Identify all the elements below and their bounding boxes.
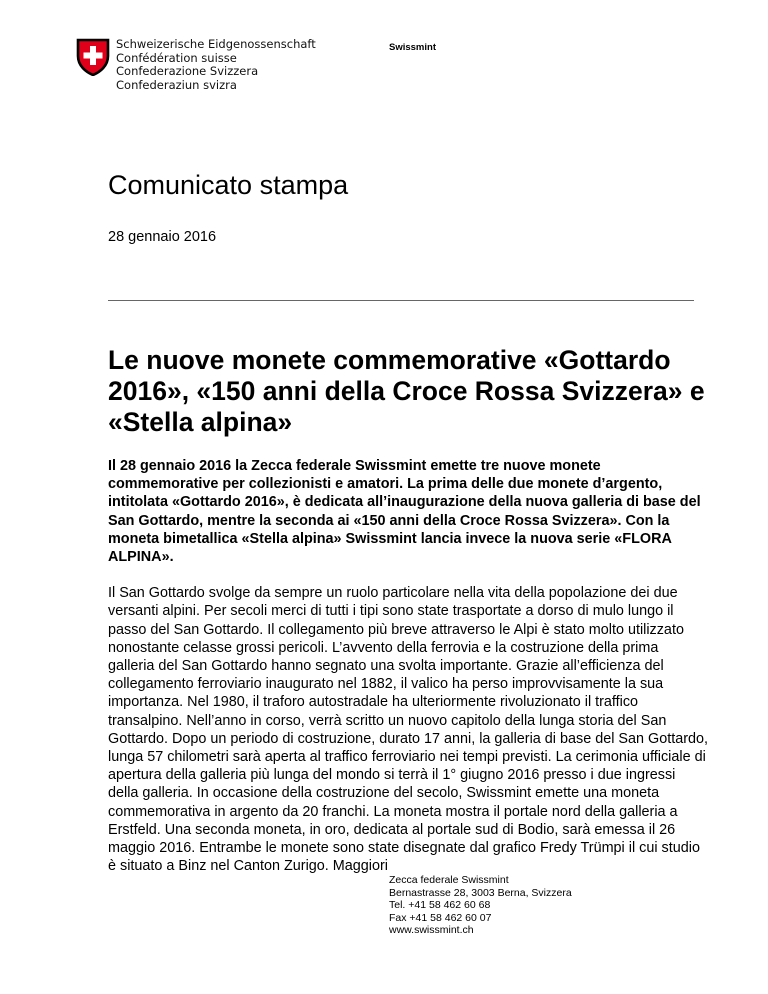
gov-line-de: Schweizerische Eidgenossenschaft: [116, 37, 316, 51]
gov-line-rm: Confederaziun svizra: [116, 77, 237, 92]
swiss-cross-shield-icon: [76, 38, 110, 76]
footer-tel: Tel. +41 58 462 60 68: [389, 899, 491, 912]
document-date: 28 gennaio 2016: [108, 229, 217, 245]
contact-footer: [389, 874, 572, 937]
gov-line-fr: Confédération suisse: [116, 50, 237, 65]
confederation-names: [116, 38, 316, 92]
lead-paragraph: Il 28 gennaio 2016 la Zecca federale Swissmint emette tre nuove monete commemorative per collezionisti e amatori. La prima delle due monete d’argento, intitolata «Gottardo 2016», è dedicata all’inaugurazione della nuova galleria di base del San Gottardo, mentre la seconda ai «150 anni della Croce Rossa Svizzera». Con la moneta bimetallica «Stella alpina» Swissmint lancia invece la nuova serie «FLORA ALPINA».: [108, 458, 701, 566]
press-release-body: [108, 457, 708, 875]
issuing-unit: Swissmint: [389, 42, 436, 53]
footer-address: Bernastrasse 28, 3003 Berna, Svizzera: [389, 886, 572, 899]
footer-org: Zecca federale Swissmint: [389, 874, 509, 886]
footer-fax: Fax +41 58 462 60 07: [389, 911, 492, 924]
gov-line-it: Confederazione Svizzera: [116, 64, 259, 79]
divider: [108, 300, 694, 301]
body-paragraph: Il San Gottardo svolge da sempre un ruolo particolare nella vita della popolazione dei due versanti alpini. Per secoli merci di tutti i tipi sono state trasportate a dorso di mulo lungo il passo del San Gottardo. Il collegamento più breve attraverso le Alpi è stato molto utilizzato nonostante celasse grossi pericoli. L’avvento della ferrovia e la costruzione della prima galleria del San Gottardo hanno segnato una svolta importante. Grazie all’efficienza del collegamento ferroviario inaugurato nel 1882, il valico ha perso improvvisamente la sua importanza. Nel 1980, il traforo autostradale ha ulteriormente rivoluzionato il traffico transalpino. Nell’anno in corso, verrà scritto un nuovo capitolo della lunga storia del San Gottardo. Dopo un periodo di costruzione, durato 17 anni, la galleria di base del San Gottardo, lunga 57 chilometri sarà aperta al traffico ferroviario nei tempi previsti. La cerimonia ufficiale di apertura della galleria più lunga del mondo si terrà il 1° giugno 2016 presso i due ingressi della galleria. In occasione della costruzione del secolo, Swissmint emette una moneta commemorativa in argento da 20 franchi. La moneta mostra il portale nord della galleria a Erstfeld. Una seconda moneta, in oro, dedicata al portale sud di Bodio, sarà emessa il 26 maggio 2016. Entrambe le monete sono state disegnate dal grafico Fredy Trümpi il cui studio è situato a Binz nel Canton Zurigo. Maggiori: [108, 585, 708, 875]
document-type: Comunicato stampa: [108, 170, 349, 200]
press-release-title: Le nuove monete commemorative «Gottardo 2016», «150 anni della Croce Rossa Svizzera» e «Stella alpina»: [108, 345, 705, 437]
footer-web: www.swissmint.ch: [389, 924, 474, 937]
